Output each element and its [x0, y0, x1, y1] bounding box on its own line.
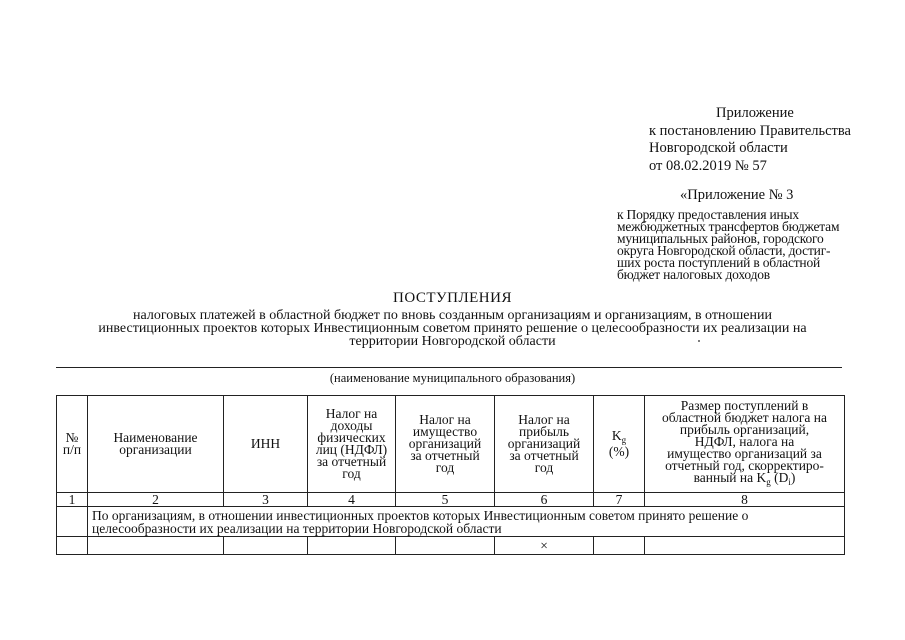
header-text: [647, 472, 842, 488]
purpose-line: муниципальных районов, городского: [617, 231, 824, 246]
header-text-part: ): [790, 470, 796, 485]
table-cell: [396, 537, 495, 555]
header-text: физических: [317, 430, 386, 445]
header-inn: ИНН: [224, 396, 308, 493]
header-text: областной бюджет налога на: [662, 410, 827, 425]
document-subtitle: [0, 309, 905, 348]
header-text: имущество: [412, 424, 478, 439]
header-text: за отчетный: [316, 454, 387, 469]
header-text: доходы: [330, 418, 373, 433]
header-text: Налог на: [518, 412, 570, 427]
table-header-row: [57, 396, 845, 493]
header-text-part: ванный на K: [693, 470, 767, 485]
purpose-line: к Порядку предоставления иных: [617, 207, 799, 222]
subtitle-line: инвестиционных проектов которых Инвестиционным советом принято решение о целесообразности их реализации на: [98, 321, 807, 336]
column-number: 6: [495, 493, 594, 507]
column-number: 2: [88, 493, 224, 507]
header-text: за отчетный: [509, 448, 579, 463]
header-text: прибыль: [518, 424, 570, 439]
header-text: организаций: [408, 436, 482, 451]
cross-mark-cell: ×: [495, 537, 594, 555]
receipts-table: [56, 395, 845, 555]
scan-speck: [698, 340, 700, 342]
purpose-line: округа Новгородской области, достиг-: [617, 243, 831, 258]
header-text: отчетный год, скорректиро-: [665, 458, 824, 473]
table-cell: [308, 537, 396, 555]
header-text: НДФЛ, налога на: [694, 434, 795, 449]
header-text: лиц (НДФЛ): [315, 442, 388, 457]
column-number: 1: [57, 493, 88, 507]
header-text: Наименование: [113, 430, 198, 445]
header-property-tax: [396, 396, 495, 493]
municipality-name-line: [56, 367, 842, 368]
header-text: прибыль организаций,: [679, 422, 810, 437]
header-ndfl: [308, 396, 396, 493]
table-cell: [594, 537, 645, 555]
annex-line: от 08.02.2019 № 57: [649, 157, 767, 174]
header-profit-tax: [495, 396, 594, 493]
column-number: 4: [308, 493, 396, 507]
header-text: год: [342, 466, 361, 481]
header-text: организации: [119, 442, 192, 457]
purpose-line: межбюджетных трансфертов бюджетам: [617, 219, 840, 234]
purpose-line: бюджет налоговых доходов: [617, 267, 770, 282]
document-title: ПОСТУПЛЕНИЯ: [393, 290, 512, 306]
subtitle-line: территории Новгородской области: [349, 334, 556, 349]
annex-header: [649, 105, 889, 175]
annex-line: к постановлению Правительства: [649, 122, 851, 139]
header-text: год: [534, 460, 554, 475]
header-text-part: (D: [770, 470, 789, 485]
header-org-name: [88, 396, 224, 493]
di-subscript: i: [788, 477, 791, 487]
column-number-row: [57, 493, 845, 507]
kg-subscript: g: [766, 477, 771, 487]
subtitle-line: налоговых платежей в областной бюджет по вновь созданным организациям и организациям, в отношении: [133, 308, 772, 323]
column-number: 3: [224, 493, 308, 507]
column-number: 8: [645, 493, 845, 507]
table-cell: [645, 537, 845, 555]
group-row: [57, 507, 845, 537]
group-row-label: По организациям, в отношении инвестиционных проектов которых Инвестиционным советом принято решение о целесообразности их реализации на территории Новгородской области: [88, 507, 845, 537]
header-text: (%): [608, 444, 630, 459]
table-cell: [57, 537, 88, 555]
header-text: Размер поступлений в: [680, 398, 809, 413]
header-num: [57, 396, 88, 493]
column-number: 7: [594, 493, 645, 507]
table-row: [57, 537, 845, 555]
header-text: Налог на: [325, 406, 378, 421]
municipality-name-caption: (наименование муниципального образования): [329, 371, 576, 385]
annex-line: Новгородской области: [649, 140, 788, 156]
annex3-title: «Приложение № 3: [680, 187, 794, 203]
header-text: за отчетный: [410, 448, 480, 463]
column-number: 5: [396, 493, 495, 507]
header-text: имущество организаций за: [667, 446, 822, 461]
header-text: год: [435, 460, 455, 475]
table-cell: [57, 507, 88, 537]
header-text: организаций: [507, 436, 581, 451]
header-text: п/п: [62, 442, 82, 457]
header-text: Налог на: [419, 412, 471, 427]
header-kg: [594, 396, 645, 493]
header-adjusted-size: [645, 396, 845, 493]
table-cell: [88, 537, 224, 555]
purpose-line: ших роста поступлений в областной: [617, 255, 821, 270]
header-text: №: [65, 430, 79, 445]
kg-subscript: g: [621, 435, 627, 445]
annex-line: Приложение: [716, 105, 794, 121]
table-cell: [224, 537, 308, 555]
annex3-purpose: [617, 209, 839, 281]
kg-letter: K: [611, 428, 622, 443]
